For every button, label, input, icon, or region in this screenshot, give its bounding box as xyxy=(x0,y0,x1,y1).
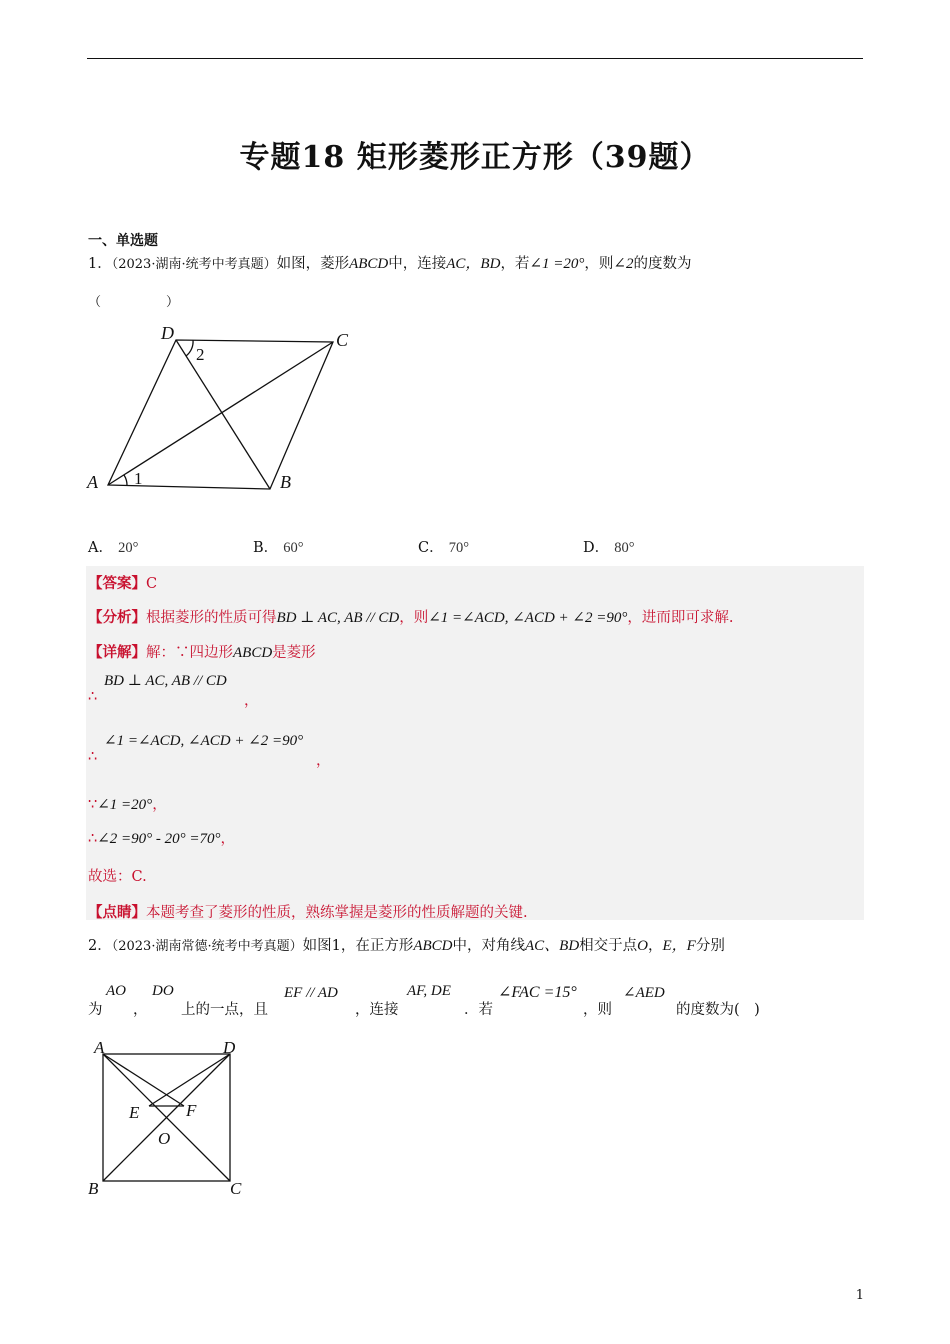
step2-therefore: ∴ xyxy=(88,749,98,765)
detail-tag: 【详解】 xyxy=(88,644,146,661)
q1-stem xyxy=(88,252,691,273)
label-C: C xyxy=(336,330,349,350)
label-B: B xyxy=(88,1179,99,1198)
analysis-text-b: ，则 xyxy=(399,610,429,626)
option-b[interactable] xyxy=(253,536,304,557)
q2-source: （2023·湖南常德·统考中考真题） xyxy=(111,939,303,954)
header-rule xyxy=(87,58,863,59)
q2-math-abcd: ABCD xyxy=(413,938,453,954)
step3-line xyxy=(88,793,167,814)
option-a-letter: A． xyxy=(88,540,113,556)
segment-af xyxy=(103,1054,184,1106)
q1-text-b: 中，连接 xyxy=(388,256,447,272)
q1-math-abcd: ABCD xyxy=(349,256,389,272)
option-b-letter: B． xyxy=(253,540,279,556)
label-A: A xyxy=(94,1038,105,1057)
q2-text-d: ， xyxy=(648,938,663,954)
page-title: 专题18 矩形菱形正方形（39题） xyxy=(239,140,711,175)
answer-tag: 【答案】 xyxy=(88,575,146,592)
q1-text-d: ，则 xyxy=(584,256,614,272)
angle-2-arc xyxy=(186,340,193,356)
label-D: D xyxy=(161,323,174,343)
section-title: 一、单选题 xyxy=(88,233,158,249)
option-a-value: 20° xyxy=(118,540,139,556)
analysis-math-2: ∠1 =∠ACD, ∠ACD + ∠2 =90° xyxy=(428,610,628,626)
q2-text-i: ，则 xyxy=(583,1002,612,1018)
q2-math-efad: EF // AD xyxy=(284,985,338,1001)
q1-math-angle1: ∠1 =20° xyxy=(529,256,585,272)
step3-comma: ， xyxy=(152,797,167,813)
choose-line: 故选：C. xyxy=(88,869,147,885)
q1-math-angle2: ∠2 xyxy=(613,256,634,272)
q2-text-f: 上的一点，且 xyxy=(181,1002,268,1018)
q1-math-acbd: AC，BD xyxy=(446,256,501,272)
label-O: O xyxy=(158,1129,171,1148)
q1-rhombus-figure xyxy=(80,318,380,498)
option-d-letter: D． xyxy=(583,540,610,556)
page-number: 1 xyxy=(855,1288,864,1303)
label-B: B xyxy=(280,472,291,492)
comment-text: 本题考查了菱形的性质，熟练掌握是菱形的性质解题的关键. xyxy=(146,905,528,921)
q2-text-a: 如图1，在正方形 xyxy=(302,938,414,954)
option-c-value: 70° xyxy=(448,540,470,556)
q2-comma1: ， xyxy=(133,1002,148,1018)
q2-number: 2． xyxy=(88,938,112,954)
option-d-value: 80° xyxy=(614,540,635,556)
analysis-text-a: 根据菱形的性质可得 xyxy=(146,610,277,626)
q1-text-c: ，若 xyxy=(500,256,530,272)
step4-comma: ， xyxy=(220,831,236,847)
angle-1-arc xyxy=(124,475,127,486)
q1-source: （2023·湖南·统考中考真题） xyxy=(111,257,277,272)
label-D: D xyxy=(223,1038,236,1057)
label-A: A xyxy=(87,472,98,492)
q2-text-c: 相交于点 xyxy=(579,938,638,954)
q1-number: 1． xyxy=(88,256,112,272)
comment-tag: 【点睛】 xyxy=(88,904,146,921)
detail-math-abcd: ABCD xyxy=(233,645,273,661)
analysis-tag: 【分析】 xyxy=(88,609,146,626)
step4-therefore: ∴ xyxy=(88,831,98,847)
label-C: C xyxy=(230,1179,242,1198)
q1-text-e: 的度数为 xyxy=(633,256,692,272)
step2-comma: ， xyxy=(316,753,331,769)
detail-line xyxy=(88,641,316,662)
q1-paren: （ ） xyxy=(88,295,180,310)
q2-text-h: ．若 xyxy=(464,1002,493,1018)
q2-math-ao: AO xyxy=(106,983,126,999)
q2-text-e: 分别 xyxy=(695,938,725,954)
comment-line xyxy=(88,901,528,922)
step1-therefore: ∴ xyxy=(88,689,98,705)
label-angle-1: 1 xyxy=(134,469,143,488)
option-d[interactable] xyxy=(583,536,635,557)
q2-text-j: 的度数为( ) xyxy=(676,1002,760,1018)
q2-wei: 为 xyxy=(88,1002,103,1018)
q1-text-a: 如图，菱形 xyxy=(276,256,350,272)
answer-line xyxy=(88,572,157,593)
label-angle-2: 2 xyxy=(196,345,205,364)
step4-line xyxy=(88,827,235,848)
detail-text-a: 解：∵四边形 xyxy=(146,645,233,661)
q2-math-acbd: AC、BD xyxy=(525,938,580,954)
q2-math-do: DO xyxy=(152,983,174,999)
q2-text-b: 中，对角线 xyxy=(452,938,525,954)
step1-math: BD ⊥ AC, AB // CD xyxy=(104,673,227,689)
label-F: F xyxy=(186,1101,197,1120)
diagonal-bd xyxy=(176,340,270,489)
label-E: E xyxy=(129,1103,140,1122)
option-c-letter: C． xyxy=(418,540,444,556)
q2-math-afde: AF, DE xyxy=(407,983,451,999)
analysis-math-1: BD ⊥ AC, AB // CD xyxy=(276,610,400,626)
segment-de xyxy=(149,1054,230,1106)
q2-stem-line1 xyxy=(88,934,725,955)
q2-math-aed: ∠AED xyxy=(623,985,665,1001)
detail-text-b: 是菱形 xyxy=(272,645,316,661)
option-c[interactable] xyxy=(418,536,469,557)
step3-because: ∵ xyxy=(88,797,98,813)
step3-math: ∠1 =20° xyxy=(97,797,153,813)
step4-math: ∠2 =90° - 20° =70° xyxy=(97,831,221,847)
option-a[interactable] xyxy=(88,536,138,557)
q2-math-ef: E，F xyxy=(662,938,696,954)
q2-text-g: ，连接 xyxy=(355,1002,399,1018)
answer-value: C xyxy=(146,576,158,592)
q2-math-o: O xyxy=(637,938,649,954)
q2-square-figure xyxy=(85,1036,255,1201)
step1-comma: ， xyxy=(244,693,259,709)
step2-math: ∠1 =∠ACD, ∠ACD + ∠2 =90° xyxy=(104,733,304,749)
option-b-value: 60° xyxy=(283,540,304,556)
rhombus-outline xyxy=(108,340,333,489)
analysis-text-c: ，进而即可求解. xyxy=(627,610,734,626)
analysis-line xyxy=(88,606,733,627)
q2-math-fac: ∠FAC =15° xyxy=(498,984,577,1001)
